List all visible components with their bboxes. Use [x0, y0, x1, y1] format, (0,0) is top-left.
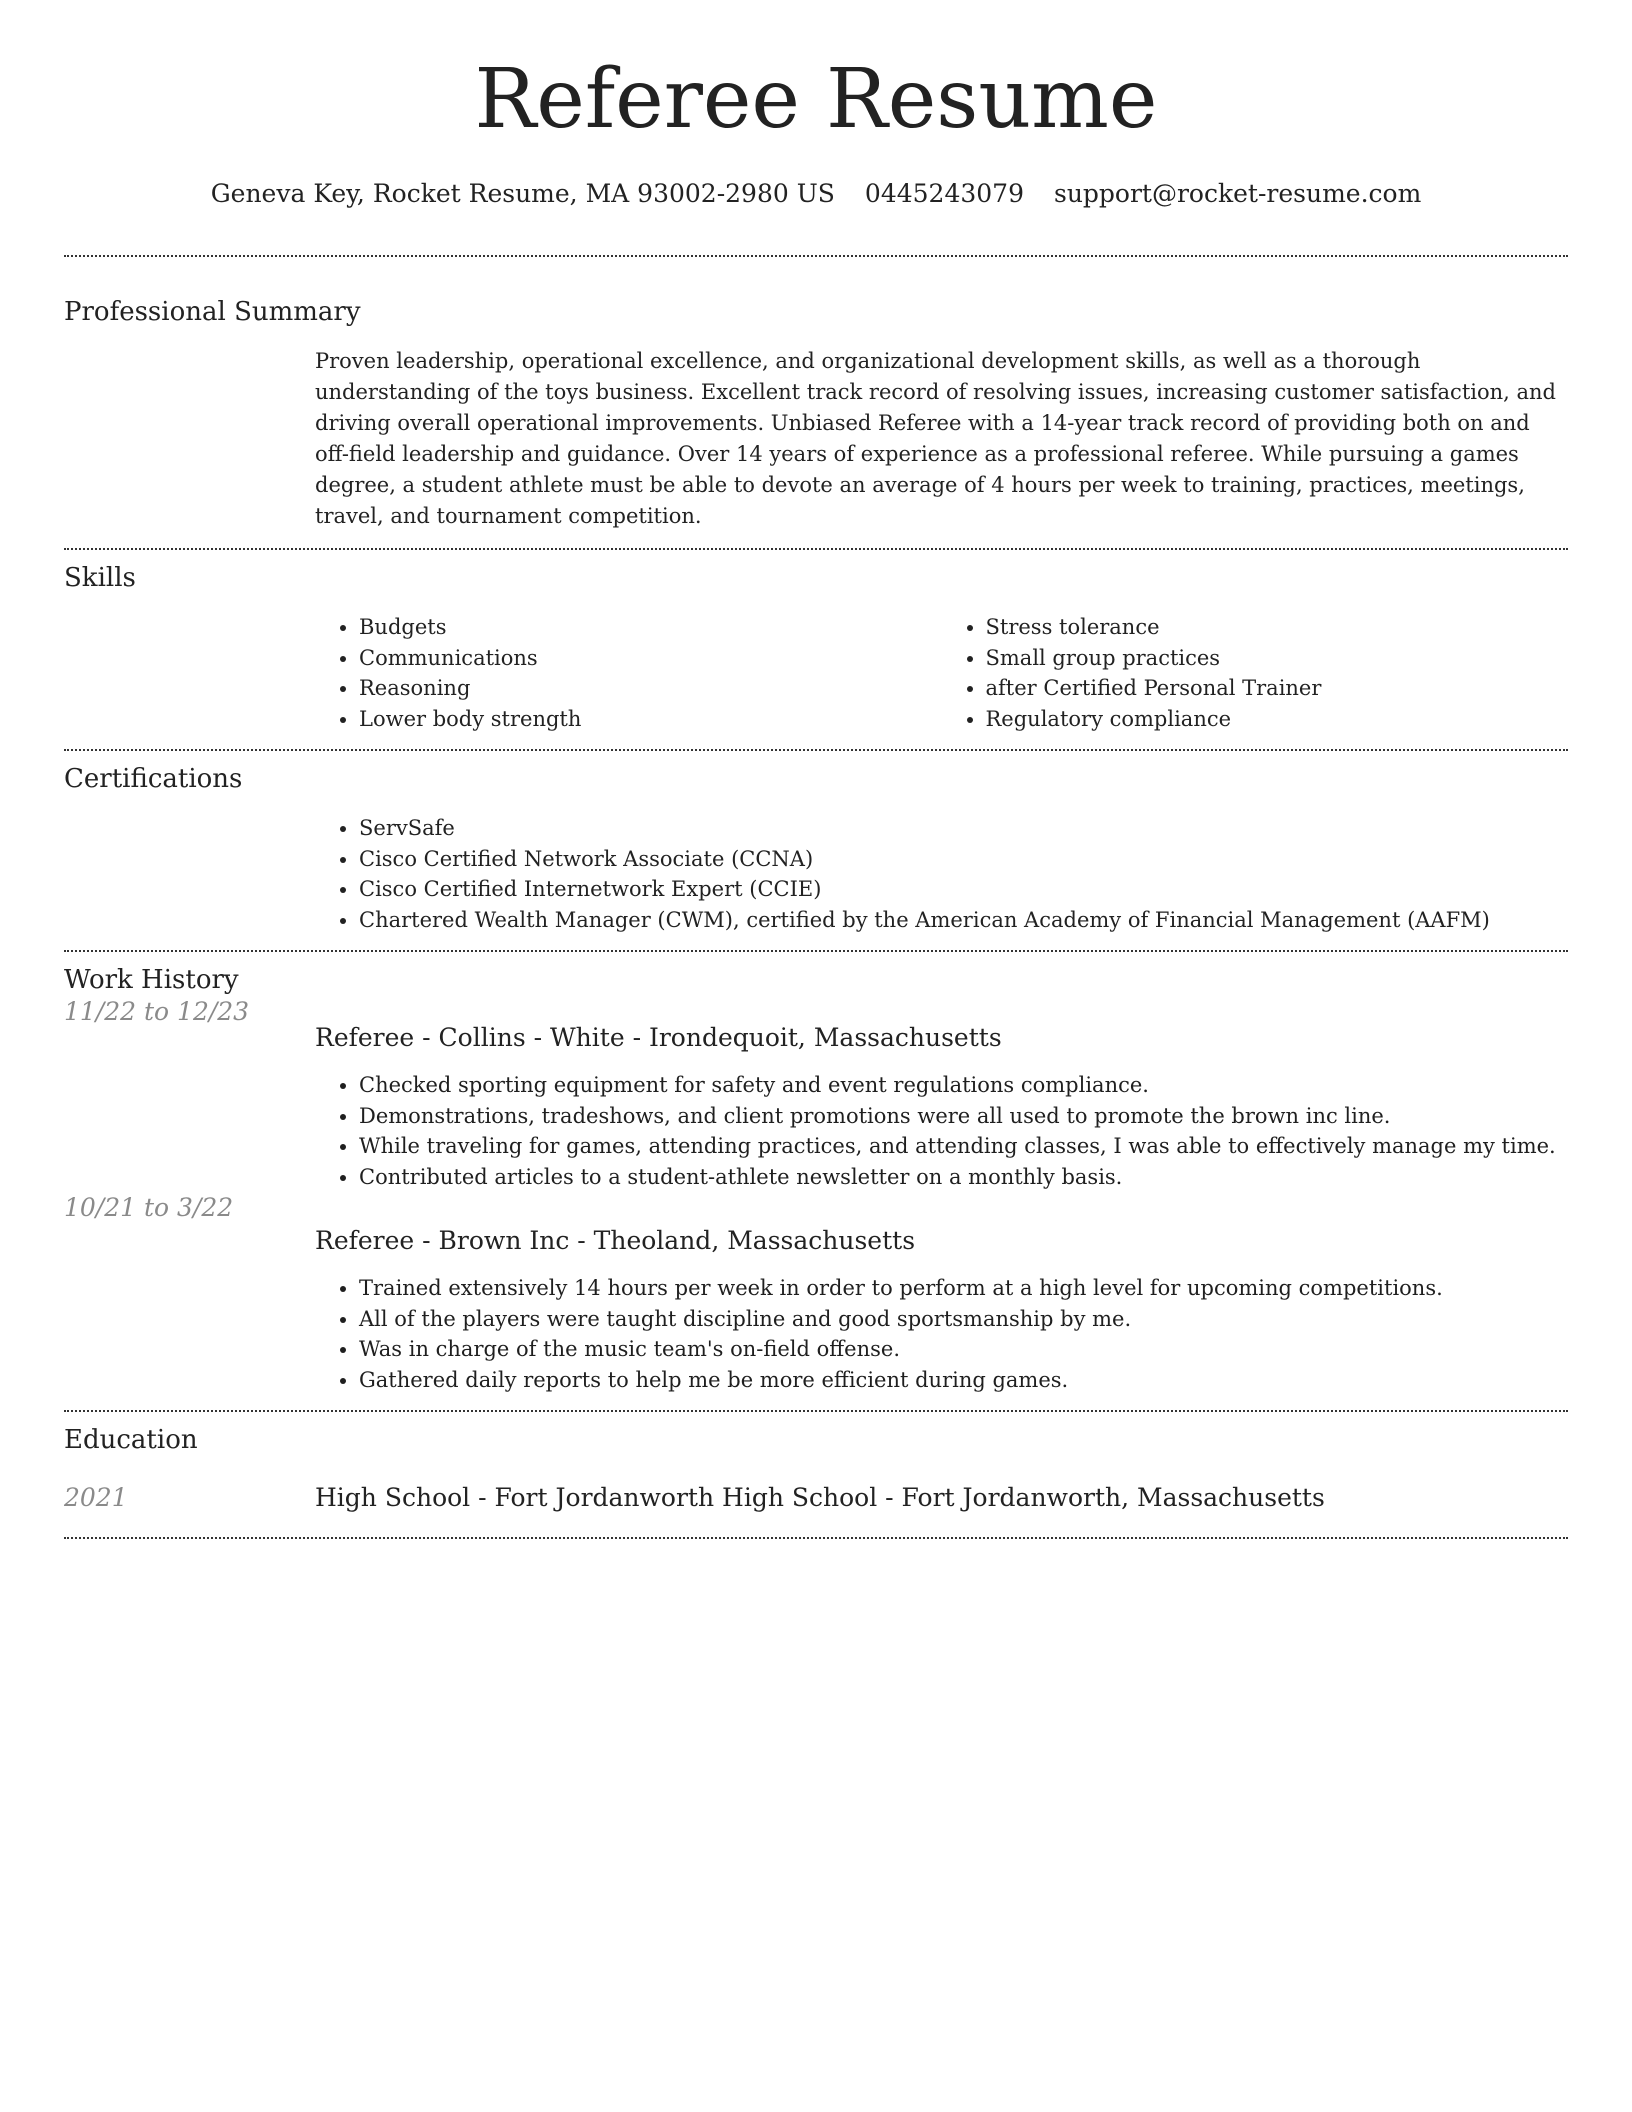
job-bullet: • Contributed articles to a student-athlete newsletter on a monthly basis.: [359, 1162, 1568, 1193]
education-entry: [64, 1456, 1568, 1537]
job-bullet: • All of the players were taught discipline and good sportsmanship by me.: [359, 1304, 1568, 1335]
job-title: Referee - Brown Inc - Theoland, Massachusetts: [315, 1226, 916, 1255]
certification-item: • Chartered Wealth Manager (CWM), certified by the American Academy of Financial Management (AAFM): [359, 905, 1568, 936]
education-section: [64, 1412, 1568, 1537]
contact-line: [64, 178, 1568, 210]
job-bullets: [315, 1054, 1568, 1192]
certifications-content: [315, 795, 1568, 950]
skills-list-right: [942, 612, 1569, 734]
work-history-section: [64, 952, 1568, 1410]
contact-address: Geneva Key, Rocket Resume, MA 93002-2980 US: [210, 179, 835, 208]
job-title: Referee - Collins - White - Irondequoit, Massachusetts: [315, 1023, 1002, 1052]
skill-item: • Communications: [359, 643, 942, 674]
divider: [64, 1537, 1568, 1539]
job-bullets: [315, 1257, 1568, 1410]
skill-item: • Budgets: [359, 612, 942, 643]
contact-email: support@rocket-resume.com: [1053, 179, 1422, 208]
certifications-section: [64, 751, 1568, 950]
skills-section: [64, 550, 1568, 749]
education-title: High School - Fort Jordanworth High School - Fort Jordanworth, Massachusetts: [315, 1483, 1325, 1512]
skill-item: • Lower body strength: [359, 704, 942, 735]
section-title: Work History: [64, 965, 239, 995]
job-entry: [64, 996, 1568, 1192]
skills-content: [315, 594, 1568, 749]
certification-item: • Cisco Certified Network Associate (CCNA): [359, 844, 1568, 875]
skill-item: • Small group practices: [986, 643, 1569, 674]
section-title: Professional Summary: [64, 297, 361, 327]
certification-item: • Cisco Certified Internetwork Expert (CCIE): [359, 874, 1568, 905]
skills-list-left: [315, 612, 942, 734]
professional-summary-section: [64, 257, 1568, 548]
certifications-list: [315, 813, 1568, 935]
job-bullet: • Trained extensively 14 hours per week in order to perform at a high level for upcoming competitions.: [359, 1273, 1568, 1304]
resume-name: Referee Resume: [474, 52, 1158, 147]
job-bullet: • Was in charge of the music team's on-field offense.: [359, 1334, 1568, 1365]
job-bullet: • While traveling for games, attending practices, and attending classes, I was able to effectively manage my time.: [359, 1131, 1568, 1162]
section-title: Education: [64, 1425, 198, 1455]
skill-item: • Regulatory compliance: [986, 704, 1569, 735]
job-date: 11/22 to 12/23: [64, 997, 250, 1026]
summary-text: Proven leadership, operational excellence, and organizational development skills, as well as a thorough understanding of the toys business. Excellent track record of resolving issues, increasing customer satisfaction, and driving overall operational improvements. Unbiased Referee with a 14-year track record of providing both on and off-field leadership and guidance. Over 14 years of experience as a professional referee. While pursuing a games degree, a student athlete must be able to devote an average of 4 hours per week to training, practices, meetings, travel, and tournament competition.: [315, 349, 1556, 528]
job-bullet: • Checked sporting equipment for safety and event regulations compliance.: [359, 1070, 1568, 1101]
skill-item: • after Certified Personal Trainer: [986, 673, 1569, 704]
section-title: Certifications: [64, 764, 243, 794]
resume-header: [64, 0, 1568, 210]
education-date: 2021: [64, 1483, 128, 1512]
job-bullet: • Gathered daily reports to help me be more efficient during games.: [359, 1365, 1568, 1396]
summary-content: [315, 328, 1568, 548]
skill-item: • Reasoning: [359, 673, 942, 704]
contact-phone: 0445243079: [864, 179, 1024, 208]
job-entry: [64, 1192, 1568, 1410]
job-bullet: • Demonstrations, tradeshows, and client promotions were all used to promote the brown inc line.: [359, 1101, 1568, 1132]
job-date: 10/21 to 3/22: [64, 1193, 234, 1222]
section-title: Skills: [64, 563, 136, 593]
skill-item: • Stress tolerance: [986, 612, 1569, 643]
certification-item: • ServSafe: [359, 813, 1568, 844]
